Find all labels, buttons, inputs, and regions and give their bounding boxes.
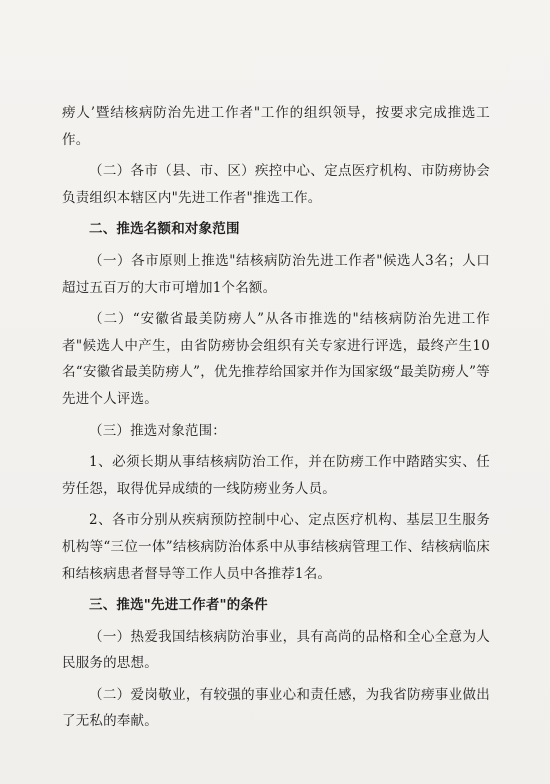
- paragraph-scope-title: （三）推选对象范围：: [89, 422, 226, 439]
- section-heading-quota-scope: 二、推选名额和对象范围: [89, 221, 240, 238]
- paragraph-continuation: 痨人’暨结核病防治先进工作者"工作的组织领导，按要求完成推选工作。: [62, 105, 490, 148]
- paragraph-most-beautiful: （二）“安徽省最美防痨人”从各市推选的"结核病防治先进工作者"候选人中产生，由省防痨协会组织有关专家进行评选，最终产生10名“安徽省最美防痨人”，优先推荐给国家并作为国家级“最美防痨人”等先进个人评选。: [62, 311, 490, 407]
- paragraph-scope-item-2: 2、各市分别从疾病预防控制中心、定点医疗机构、基层卫生服务机构等“三位一体”结核病防治体系中从事结核病管理工作、结核病临床和结核病患者督导等工作人员中各推荐1名。: [62, 512, 490, 582]
- paragraph-quota: （一）各市原则上推选"结核病防治先进工作者"候选人3名；人口超过五百万的大市可增加1个名额。: [62, 252, 490, 296]
- document-body: [62, 100, 490, 735]
- paragraph-condition-1: （一）热爱我国结核病防治事业，具有高尚的品格和全心全意为人民服务的思想。: [62, 628, 490, 672]
- paragraph-scope-item-1: 1、必须长期从事结核病防治工作，并在防痨工作中踏踏实实、任劳任怨，取得优异成绩的一线防痨业务人员。: [62, 454, 490, 497]
- paragraph-condition-2: （二）爱岗敬业，有较强的事业心和责任感，为我省防痨事业做出了无私的奉献。: [62, 686, 490, 730]
- paragraph-county-organizers: （二）各市（县、市、区）疾控中心、定点医疗机构、市防痨协会负责组织本辖区内"先进工作者"推选工作。: [62, 163, 490, 206]
- section-heading-conditions: 三、推选"先进工作者"的条件: [89, 597, 268, 614]
